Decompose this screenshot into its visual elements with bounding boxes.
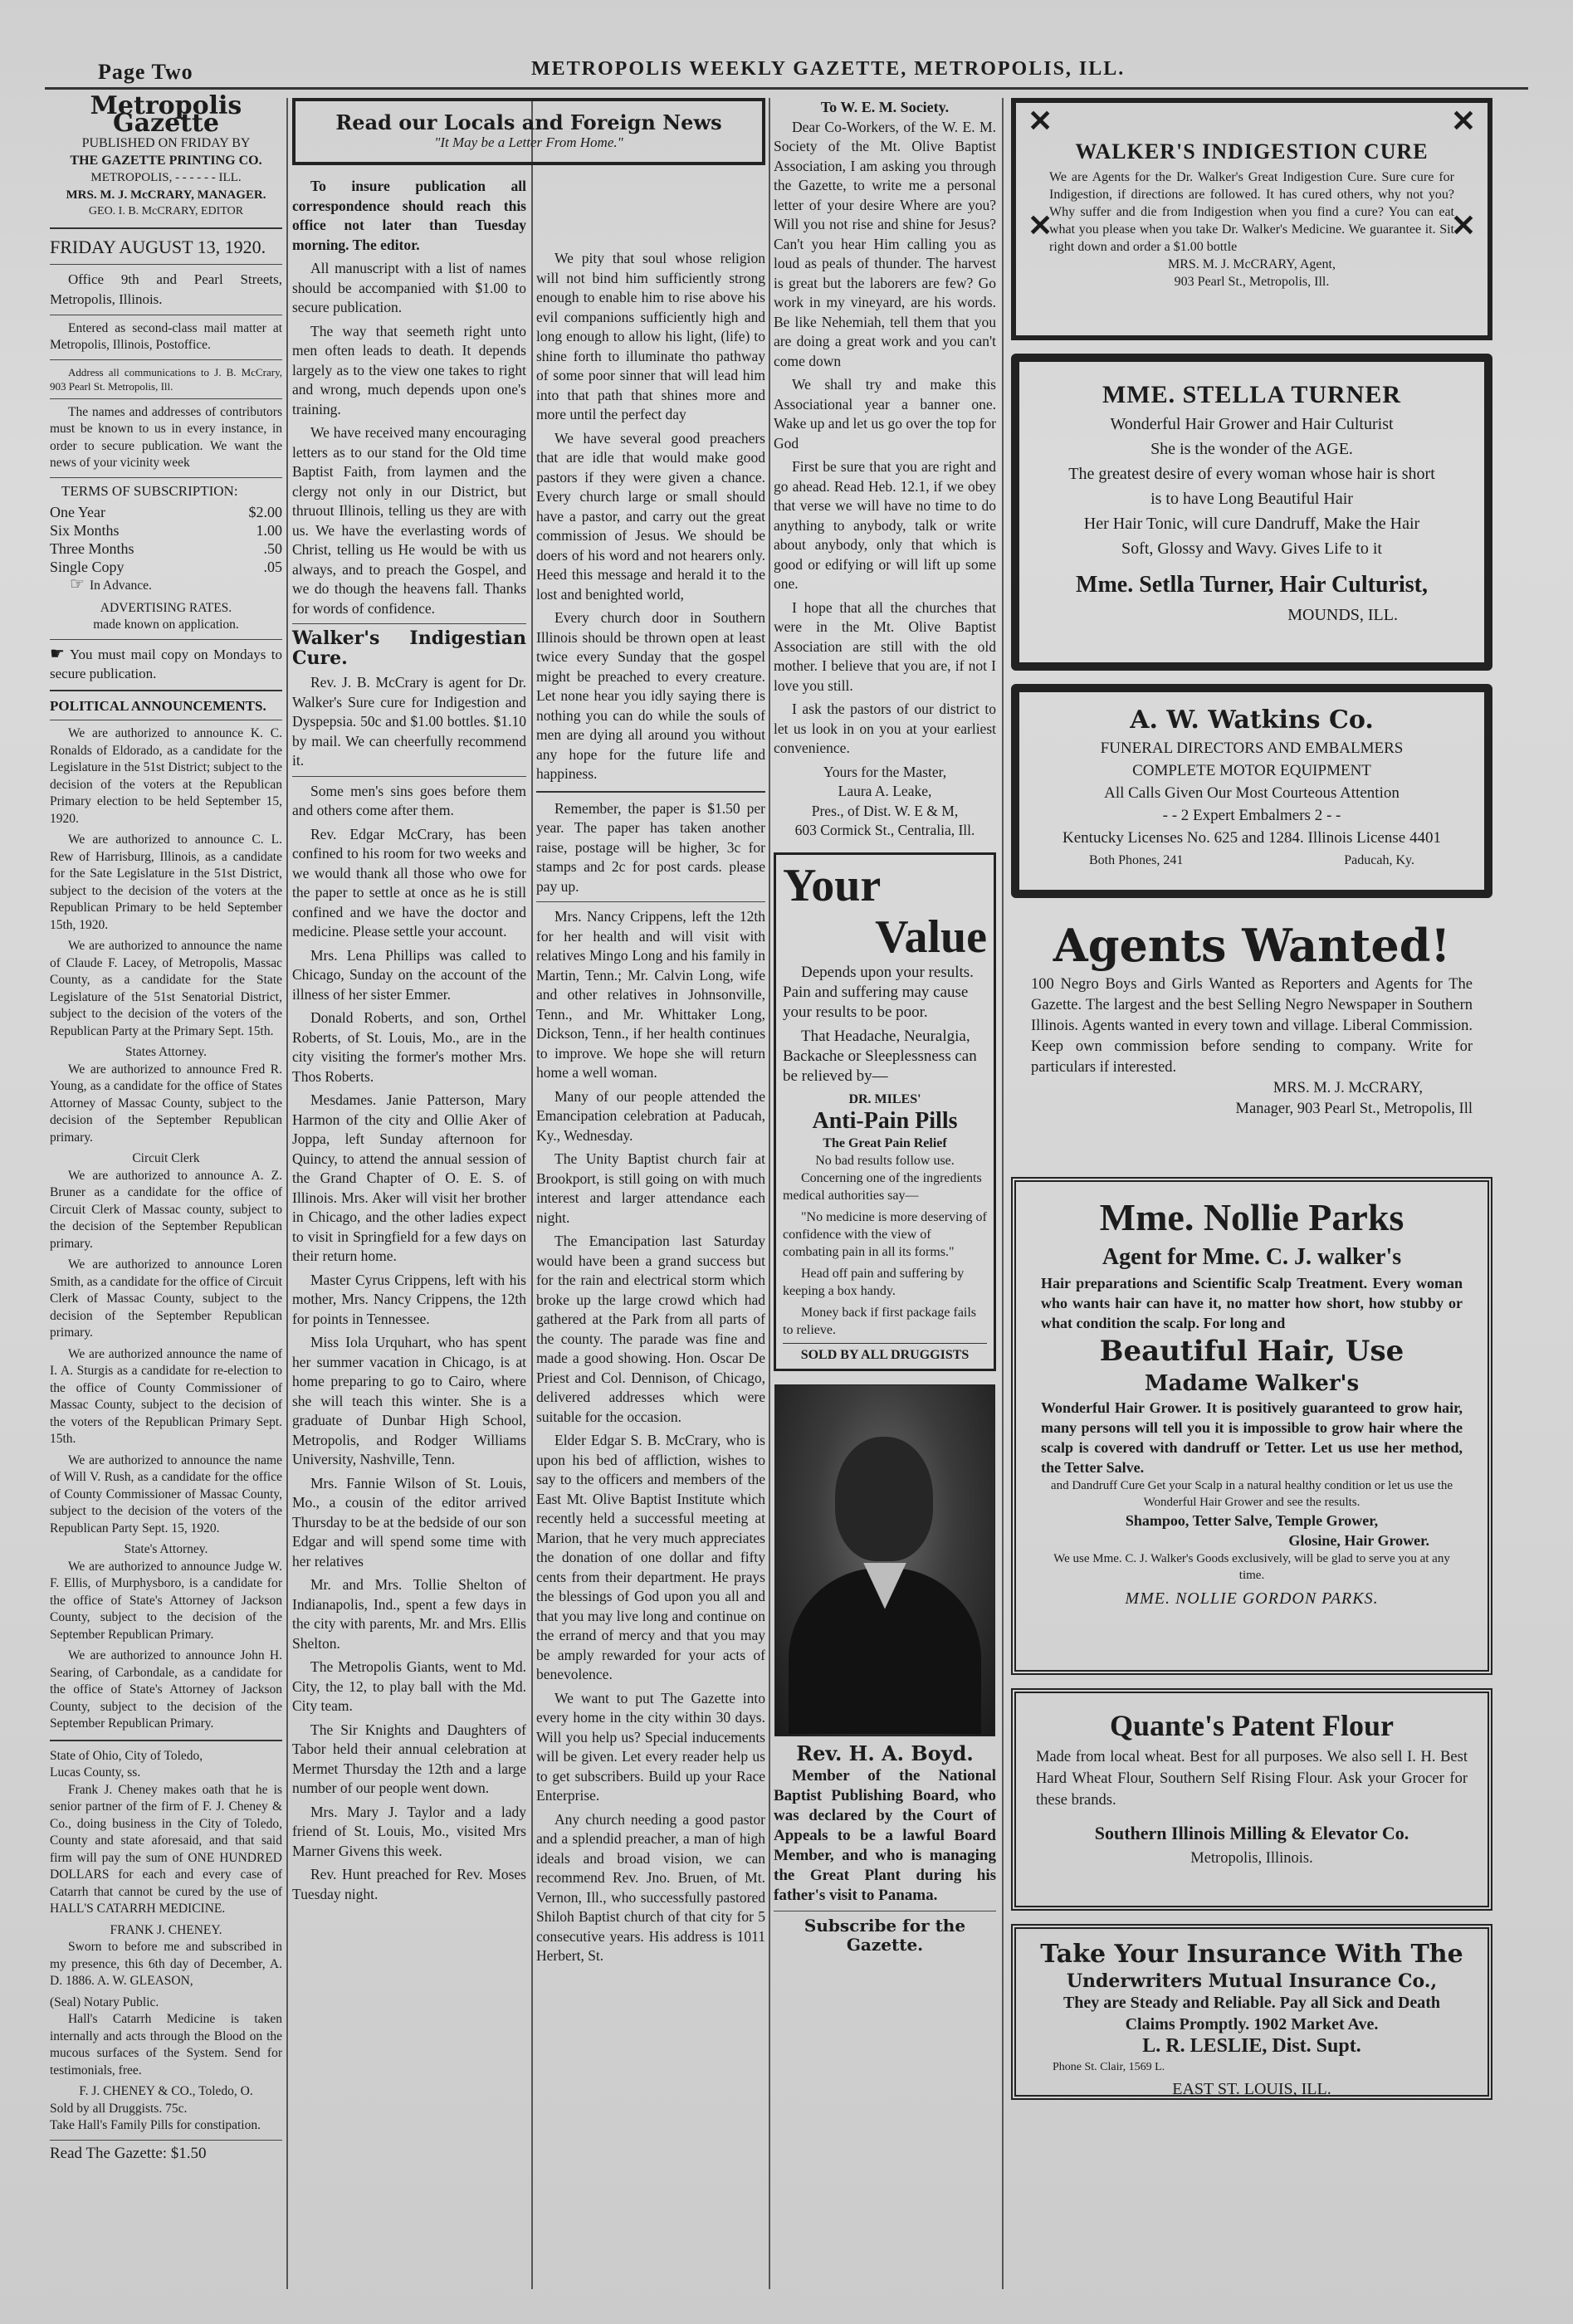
watkins-line: FUNERAL DIRECTORS AND EMBALMERS (1100, 740, 1404, 757)
ohio-line: State of Ohio, City of Toledo, (50, 1748, 203, 1763)
locals-subtitle: "It May be a Letter From Home." (434, 134, 623, 150)
manager-line: MRS. M. J. McCRARY, MANAGER. (66, 188, 266, 202)
turner-line: The greatest desire of every woman whose hair is short (1068, 465, 1435, 483)
pointing-hand-icon: ☛ (50, 644, 65, 663)
local-item: Master Cyrus Crippens, left with his mother, Mrs. Nancy Crippens, the 12th for points in Tennessee. (292, 1271, 526, 1327)
announcement: We are authorized to announce K. C. Ronalds of Eldorado, as a candidate for the Legislature in the 51st District; subject to the decision of the voters at the Republican Primary election to be held September 15, 1920. (50, 726, 282, 826)
agents-text: 100 Negro Boys and Girls Wanted as Reporters and Agents for The Gazette. The largest and the best Selling Negro Newspaper in Southern Illinois. Agents wanted in every town and village. Liberal Commission. Keep own commission before sending to company. Write for particulars if interested. (1031, 976, 1473, 1076)
rate-price: $2.00 (248, 504, 282, 520)
column-5 (1011, 98, 1492, 2289)
watkins-line: All Calls Given Our Most Courteous Attention (1104, 784, 1400, 802)
local-item: The Metropolis Giants, went to Md. City, the 12, to play ball with the Md. City team. (292, 1658, 526, 1714)
local-item: Mrs. Mary J. Taylor and a lady friend of St. Louis, Mo., visited Mrs Marner Givens this week. (292, 1803, 526, 1859)
political-title: POLITICAL ANNOUNCEMENTS. (50, 697, 266, 714)
anti-pain-name: Anti-Pain Pills (812, 1107, 958, 1134)
ohio-line: Hall's Catarrh Medicine is taken internally and acts through the Blood on the mucous surfaces of the System. Send for testimonials, free. (50, 2012, 282, 2077)
rule (292, 623, 526, 624)
turner-title: MME. STELLA TURNER (1102, 381, 1401, 408)
remember-notice: Remember, the paper is $1.50 per year. The paper has taken another raise, postage will be higher, 3c for stamps and 2c for post cards. please pay up. (536, 799, 765, 895)
announcement: We are authorized to announce Loren Smith, as a candidate for the office of Circuit Clerk of Massac County, subject to the decision of the September Republican primary. (50, 1257, 282, 1340)
signature-line: Laura A. Leake, (838, 783, 932, 799)
local-item: Miss Iola Urquhart, who has spent her summer vacation in Chicago, is at home preparing to go to Cairo, where she will teach this winter. She is a graduate of Dunbar High School, Metropolis, and Rodger Williams University, Nashville, Tenn. (292, 1334, 526, 1467)
local-item: Any church needing a good pastor and a splendid preacher, a man of high ideals and broad vision, we can recommend Rev. Jno. Bruen, of Mt. Vernon, Ill., who successfully pastored Shiloh Baptist church of that city for 5 consecutive years. His address is 1011 Herbert, St. (536, 1810, 765, 1964)
quote-text: "No medicine is more deserving of confidence with the view of combating pain in all its forms." (783, 1209, 987, 1259)
ins-line: Claims Promptly. 1902 Market Ave. (1125, 2015, 1379, 2034)
ohio-line: F. J. CHENEY & CO., Toledo, O. (79, 2084, 253, 2098)
rule (50, 264, 282, 265)
ins-supt: L. R. LESLIE, Dist. Supt. (1142, 2035, 1361, 2057)
head-off-text: Head off pain and suffering by keeping a box handy. (783, 1266, 965, 1298)
article-paragraph: Every church door in Southern Illinois should be thrown open at least twice every Sunday that the gospel might be preached to every creature. Let none hear you idly saying there is nothing you can do while the souls of men are dying all around you without any hope for the future life and happiness. (536, 609, 765, 782)
turner-line: Her Hair Tonic, will cure Dandruff, Make the Hair (1083, 515, 1420, 533)
ornament-icon: ✕ (1450, 209, 1476, 242)
turner-place: MOUNDS, ILL. (1287, 606, 1398, 624)
announcement: We are authorized to announce John H. Searing, of Carbondale, as a candidate for the office of State's Attorney of Jackson County, subject to the decision of the September Republican Primary. (50, 1648, 282, 1731)
column-rule (769, 98, 770, 2289)
locals-title: Read our Locals and Foreign News (335, 110, 722, 134)
society-title: To W. E. M. Society. (820, 99, 950, 115)
ins-phone: Phone St. Clair, 1569 L. (1053, 2061, 1165, 2073)
watkins-contact (1039, 849, 1464, 872)
local-item: The Sir Knights and Daughters of Tabor held their annual celebration at Mermet Thursday the 12th and a large number of our people went down. (292, 1721, 526, 1796)
section-subhead: Circuit Clerk (132, 1151, 200, 1165)
ohio-line: Take Hall's Family Pills for constipation. (50, 2118, 261, 2132)
announcement: We are authorized to announce C. L. Rew of Harrisburg, Illinois, as a candidate for the Sate Legislature in the 51st District, subject to the decision of the voters at the Republican Primary to be held September 15th, 1920. (50, 832, 282, 932)
local-item: Mrs. Nancy Crippens, left the 12th for her health and will visit with relatives Mingo Long and his family in Martin, Tenn.; Mr. Calvin Long, wife and other relatives in Johnsonville, Tenn., and Mr. Whittaker Long, Dickson, Tenn., if her health continues to improve. We hope she will return home a well woman. (536, 908, 765, 1081)
header-rule (45, 87, 1528, 90)
company-line: THE GAZETTE PRINTING CO. (70, 153, 262, 168)
rule (50, 477, 282, 478)
parks-text3: and Dandruff Cure Get your Scalp in a natural healthy condition or let us use the Wonderful Hair Grower and see the results. (1050, 1479, 1453, 1509)
ornament-icon: ✕ (1028, 209, 1053, 242)
rate-term: Single Copy (50, 559, 125, 575)
parks-beautiful: Beautiful Hair, Use (1099, 1335, 1404, 1368)
ohio-line: FRANK J. CHENEY. (110, 1922, 222, 1937)
ohio-line: Sworn to before me and subscribed in my presence, this 6th day of December, A. D. 1886. A. W. GLEASON, (50, 1940, 282, 1988)
rule (50, 227, 282, 229)
parks-products2: Glosine, Hair Grower. (1288, 1532, 1429, 1549)
ins-city: EAST ST. LOUIS, ILL. (1172, 2080, 1331, 2098)
subscribe-line: Subscribe for the Gazette. (804, 1915, 966, 1955)
ohio-line: (Seal) Notary Public. (50, 1994, 159, 2009)
rates-list (50, 503, 282, 576)
article-paragraph: We have received many encouraging letters as to our stand for the Old time Baptist Faith, from laymen and the clergy not only in our District, but thruout Illinois, telling us they are with us. We have the everlasting words of Christ, telling us He would be with us always, and to preach the Gospel, and we do though the heavens fall. Thanks for words of confidence. (292, 424, 526, 617)
column-1 (50, 91, 282, 2289)
mail-copy-line (50, 645, 282, 683)
flour-place: Metropolis, Illinois. (1190, 1850, 1313, 1867)
local-item: Rev. Edgar McCrary, has been confined to his room for two weeks and we would thank all those who owe for the paper to settle at once as he is still confined and we have the doctor and medicine. Please settle your account. (292, 825, 526, 940)
signature-line: Pres., of Dist. W. E & M, (811, 802, 959, 819)
your-heading: Your (783, 859, 882, 911)
place-line: METROPOLIS, - - - - - - ILL. (90, 171, 242, 184)
article-paragraph: The way that seemeth right unto men often leads to death. It depends largely as to the view one takes to right and wrong, much depends upon one's training. (292, 322, 526, 417)
ornament-icon: ✕ (1450, 105, 1476, 138)
walker-cure-title: Walker's Indigestian Cure. (292, 627, 526, 669)
rule (50, 690, 282, 691)
announcement: We are authorized to announce Fred R. Young, as a candidate for the office of States Attorney of Massac County, subject to the decision of the September Republican primary. (50, 1062, 282, 1145)
rate-row (50, 521, 282, 540)
local-item: The Unity Baptist church fair at Brookport, is still going on with much interest and larger attendance each night. (536, 1150, 765, 1226)
parks-sign: MME. NOLLIE GORDON PARKS. (1125, 1589, 1379, 1608)
society-paragraph: We shall try and make this Associational year a banner one. Wake up and let us go over the top for God (774, 376, 996, 452)
watkins-title: A. W. Watkins Co. (1130, 706, 1374, 735)
section-subhead: State's Attorney. (124, 1542, 208, 1556)
local-item: Mr. and Mrs. Tollie Shelton of Indianapolis, Ind., spent a few days in the city with parents, Mr. and Mrs. Ellis Shelton. (292, 1576, 526, 1652)
sold-by: SOLD BY ALL DRUGGISTS (783, 1343, 987, 1364)
agents-wanted-ad (1011, 911, 1492, 1164)
rate-price: .05 (263, 559, 282, 575)
rate-term: Six Months (50, 522, 120, 539)
pointing-hand-icon: ☞ (70, 575, 85, 593)
rule (50, 1740, 282, 1741)
flour-title: Quante's Patent Flour (1110, 1709, 1394, 1742)
column-4 (774, 98, 996, 2289)
parks-title: Mme. Nollie Parks (1099, 1196, 1404, 1238)
parks-text2: Wonderful Hair Grower. It is positively guaranteed to grow hair, many persons will tell you it is impossible to grow hair where the scalp is covered with dandruff or Tetter. Let us use her method, the Tetter Salve. (1041, 1399, 1463, 1476)
announcement: We are authorized to announce the name of Will V. Rush, as a candidate for the office of County Commissioner of Massac County, subject to the decision of the voters of the Republican Party Sept. 15, 1920. (50, 1452, 282, 1536)
ohio-line: Lucas County, ss. (50, 1765, 141, 1780)
agents-sign: MRS. M. J. McCRARY, (1273, 1080, 1423, 1096)
issue-date: FRIDAY AUGUST 13, 1920. (50, 236, 266, 257)
watkins-ad (1011, 684, 1492, 898)
rate-row (50, 558, 282, 576)
article-paragraph: We have several good preachers that are idle that would make good pastors if they were given a chance. Every church large or small should have a pastor, and carry out the great commission of Jesus. We should be doers of his word and not hearers only. Heed this message and herald it to the lost and benighted world, (536, 429, 765, 603)
local-item: Mrs. Fannie Wilson of St. Louis, Mo., a cousin of the editor arrived Thursday to be at the bedside of our son Edgar and will spend some time with her relatives (292, 1474, 526, 1570)
office-address: Office 9th and Pearl Streets, Metropolis, Illinois. (50, 271, 282, 307)
money-back-text: Money back if first package fails to relieve. (783, 1305, 977, 1337)
column-rule (1002, 98, 1004, 2289)
in-advance-line (70, 576, 282, 595)
flour-company: Southern Illinois Milling & Elevator Co. (1094, 1823, 1409, 1843)
rule (50, 359, 282, 360)
terms-title: TERMS OF SUBSCRIPTION: (61, 482, 238, 499)
advertising-note: made known on application. (93, 618, 239, 632)
ohio-line: Sold by all Druggists. 75c. (50, 2101, 188, 2116)
walker-ad-title: WALKER'S INDIGESTION CURE (1075, 139, 1429, 164)
local-item: The Emancipation last Saturday would have been a grand success but for the rain and electrical storm which broke up the large crowd which had gathered at the Park from all parts of the county. The parade was fine and made a good showing. Hon. Oscar De Priest and Col. Dennison, of Chicago, delivered addresses which were suitable for the occasion. (536, 1233, 765, 1425)
parks-agent: Agent for Mme. C. J. walker's (1102, 1244, 1402, 1270)
flour-text: Made from local wheat. Best for all purposes. We also sell I. H. Best Hard Wheat Flour, Southern Self Rising Flour. Ask your Grocer for these brands. (1036, 1749, 1468, 1809)
local-item: Elder Edgar S. B. McCrary, who is upon his bed of affliction, wishes to say to the officers and members of the East Mt. Olive Baptist Institute which recently held a successful meeting at Marion, that he very much appreciates the donation of one dollar and fifty cents from their department. He prays the blessings of God upon you all and that you may live long and continue on the errand of mercy and that you may be amply rewarded for your acts of benevolence. (536, 1432, 765, 1682)
local-item: Mesdames. Janie Patterson, Mary Harmon of the city and Ollie Aker of Joppa, left Sunday afternoon for Quincy, to attend the annual session of the Grand Chapter of O. E. S. of Illinois. Mrs. Aker will visit her brother in Chicago, and the other ladies expect to visit in Springfield for a few days on their return home. (292, 1091, 526, 1264)
parks-madame: Madame Walker's (1144, 1371, 1360, 1396)
insurance-ad (1011, 1924, 1492, 2100)
rule (50, 2140, 282, 2141)
portrait-photo (774, 1384, 995, 1736)
dr-miles-name: DR. MILES' (848, 1091, 921, 1106)
turner-sign: Mme. Setlla Turner, Hair Culturist, (1076, 572, 1428, 598)
contributors-notice: The names and addresses of contributors must be known to us in every instance, in order to secure publication. We want the news of your vicinity week (50, 404, 282, 470)
walker-indigestion-ad (1011, 98, 1492, 340)
locals-box (292, 98, 765, 165)
announcement: We are authorized to announce Judge W. F. Ellis, of Murphysboro, is a candidate for the office of State's Attorney of Jackson County, subject to the decision of the September Republican Primary. (50, 1559, 282, 1642)
signature-line: 603 Cormick St., Centralia, Ill. (794, 822, 975, 838)
value-heading: Value (875, 911, 987, 963)
rule (536, 791, 765, 793)
watkins-phones: Both Phones, 241 (1089, 853, 1184, 867)
rate-price: 1.00 (256, 522, 282, 539)
walker-ad-address: 903 Pearl St., Metropolis, Ill. (1174, 275, 1330, 289)
rate-price: .50 (263, 540, 282, 557)
paper-name: Metropolis Gazette (90, 91, 242, 138)
in-advance: In Advance. (89, 579, 152, 593)
great-relief: The Great Pain Relief (823, 1135, 947, 1150)
quante-flour-ad (1011, 1688, 1492, 1911)
rate-row (50, 503, 282, 521)
ohio-line: Frank J. Cheney makes oath that he is senior partner of the firm of F. J. Cheney & Co., doing business in the City of Toledo, County and state aforesaid, and that said firm will pay the sum of ONE HUNDRED DOLLARS for each and every case of Catarrh that cannot be cured by the use of HALL'S CATARRH MEDICINE. (50, 1782, 282, 1916)
parks-text: Hair preparations and Scientific Scalp Treatment. Every woman who wants hair can have it, no matter how short, how stubby or what condition the scalp. For long and (1041, 1275, 1463, 1331)
section-subhead: States Attorney. (125, 1045, 207, 1059)
ins-line: They are Steady and Reliable. Pay all Sick and Death (1063, 1994, 1441, 2012)
page-header (0, 51, 1573, 85)
address-notice: Address all communications to J. B. McCrary, 903 Pearl St. Metropolis, Ill. (50, 365, 282, 393)
mail-copy: You must mail copy on Mondays to secure publication. (50, 646, 282, 681)
parks-products: Shampoo, Tetter Salve, Temple Grower, (1125, 1512, 1379, 1529)
turner-line: She is the wonder of the AGE. (1150, 440, 1353, 458)
society-paragraph: I hope that all the churches that were in the Mt. Olive Baptist Association are still with the old mother. I believe that you are, if not I love you still. (774, 598, 996, 694)
watkins-line: - - 2 Expert Embalmers 2 - - (1162, 807, 1341, 824)
announcement: We are authorized to announce A. Z. Bruner as a candidate for the office of Circuit Clerk of Massac county, subject to the decision of the September Republican primary. (50, 1168, 282, 1251)
column-3 (536, 249, 765, 2291)
society-paragraph: I ask the pastors of our district to let us look in on you at your earliest convenience. (774, 701, 996, 756)
watkins-license: Kentucky Licenses No. 625 and 1284. Illinois License 4401 (1063, 829, 1441, 847)
dr-miles-ad (774, 852, 996, 1371)
value-text: That Headache, Neuralgia, Backache or Sleeplessness can be relieved by— (783, 1027, 977, 1085)
walker-cure-text: Rev. J. B. McCrary is agent for Dr. Walker's Sure cure for Indigestion and Dyspepsia. 50c and $1.00 bottles. $1.10 by mail. We can cheerfully recommend it. (292, 674, 526, 769)
stella-turner-ad (1011, 354, 1492, 671)
column-rule (286, 98, 288, 2289)
local-item: Some men's sins goes before them and others come after them. (292, 782, 526, 818)
ins-title: Take Your Insurance With The (1040, 1940, 1463, 1969)
local-item: Mrs. Lena Phillips was called to Chicago, Sunday on the account of the illness of her sister Emmer. (292, 946, 526, 1003)
local-item: Many of our people attended the Emancipation celebration at Paducah, Ky., Wednesday. (536, 1087, 765, 1144)
announcement: We are authorized announce the name of I. A. Sturgis as a candidate for re-election to the office of County Commissioner of Massac County, subject to the decision of the voters of the Republican Primary Sept. 15th. (50, 1346, 282, 1446)
article-paragraph: We pity that soul whose religion will not bind him sufficiently strong enough to enable him to rise above his evil companions sufficiently high and long enough to allow his light, (life) to shine forth to illuminate tho pathway of some poor sinner that will lead him into that path that shines more and more until the perfect day (536, 250, 765, 422)
walker-ad-text: We are Agents for the Dr. Walker's Great Indigestion Cure. Sure cure for Indigestion, if directions are followed. It has cured others, why not you? Why suffer and die from Indigestion when you find a cure? You can eat what you please when you take Dr. Walker's Medicine. We guarantee it. Sit right down and order a $1.00 bottle (1049, 170, 1454, 254)
watkins-city: Paducah, Ky. (1344, 853, 1414, 867)
rule (50, 639, 282, 640)
column-rule (531, 98, 533, 2289)
rate-term: One Year (50, 504, 105, 520)
rule (536, 901, 765, 902)
agents-address: Manager, 903 Pearl St., Metropolis, Ill (1235, 1101, 1473, 1117)
announcement: We are authorized to announce the name of Claude F. Lacey, of Metropolis, Massac County, as a candidate for the State Legislature of the 51st Senatorial District, subject to the decision of the voters of the Republican Party at the Primary Sept. 15th. (50, 939, 282, 1038)
ins-company: Underwriters Mutual Insurance Co., (1066, 1970, 1438, 1992)
turner-line: Wonderful Hair Grower and Hair Culturist (1110, 415, 1394, 433)
society-paragraph: Dear Co-Workers, of the W. E. M. Society of the Mt. Olive Baptist Association, I am asking you through the Gazette, to write me a personal letter of your desire Where are you? Will you not rise and shine for Jesus? Can't you hear Him calling you as loud as peals of thunder. The harvest is great but the laborers are few? Go work in my vineyard, are his words. Be like Nehemiah, tell them that you are doing a great work and you can't come down (774, 118, 996, 369)
rule (292, 776, 526, 777)
rate-term: Three Months (50, 540, 134, 557)
society-paragraph: First be sure that you are right and go ahead. Read Heb. 12.1, if we obey that verse we will have no time to do anything to anybody, talk or write about anybody, only that which is good or edifying or will lift up some one. (774, 458, 996, 592)
read-gazette: Read The Gazette: $1.50 (50, 2144, 207, 2162)
page-number: Page Two (98, 60, 193, 84)
concerning-text: Concerning one of the ingredients medical authorities say— (783, 1170, 982, 1203)
turner-line: Soft, Glossy and Wavy. Gives Life to it (1121, 540, 1382, 558)
local-item: We want to put The Gazette into every home in the city within 30 days. Will you help us? Special inducements will be given. Let every reader help us to get subscribers. Build up your Race Enterprise. (536, 1689, 765, 1804)
walker-ad-sign: MRS. M. J. McCRARY, Agent, (1168, 257, 1336, 271)
ornament-icon: ✕ (1028, 105, 1053, 138)
value-intro: Depends upon your results. Pain and suffering may cause your results to be poor. (783, 963, 974, 1021)
article-paragraph: All manuscript with a list of names should be accompanied with $1.00 to secure publication. (292, 260, 526, 315)
masthead: METROPOLIS WEEKLY GAZETTE, METROPOLIS, ILL. (531, 58, 1126, 80)
editor-line: GEO. I. B. McCRARY, EDITOR (88, 205, 244, 217)
rate-row (50, 540, 282, 558)
boyd-text: Member of the National Baptist Publishing Board, who was declared by the Court of Appeals to be a lawful Board Member, and who is managing the Great Plant during his father's visit to Panama. (774, 1766, 996, 1904)
no-bad-results: No bad results follow use. (815, 1153, 955, 1168)
advertising-title: ADVERTISING RATES. (100, 600, 232, 615)
rule (50, 398, 282, 399)
portrait-caption: Rev. H. A. Boyd. (796, 1741, 974, 1765)
nollie-parks-ad (1011, 1177, 1492, 1675)
signature-line: Yours for the Master, (823, 763, 947, 780)
published-line: PUBLISHED ON FRIDAY BY (81, 136, 251, 150)
entered-notice: Entered as second-class mail matter at Metropolis, Illinois, Postoffice. (50, 320, 282, 352)
local-item: Rev. Hunt preached for Rev. Moses Tuesday night. (292, 1866, 526, 1902)
turner-line: is to have Long Beautiful Hair (1150, 490, 1353, 508)
watkins-line: COMPLETE MOTOR EQUIPMENT (1132, 762, 1371, 779)
correspondence-notice: To insure publication all correspondence should reach this office not later than Tuesday morning. The editor. (292, 178, 526, 253)
portrait-face (835, 1437, 933, 1561)
agents-title: Agents Wanted! (1053, 919, 1451, 972)
parks-use: We use Mme. C. J. Walker's Goods exclusively, will be glad to serve you at any time. (1053, 1552, 1450, 1582)
local-item: Donald Roberts, and son, Orthel Roberts, of St. Louis, Mo., are in the city visiting the former's mother Mrs. Thos Roberts. (292, 1009, 526, 1085)
